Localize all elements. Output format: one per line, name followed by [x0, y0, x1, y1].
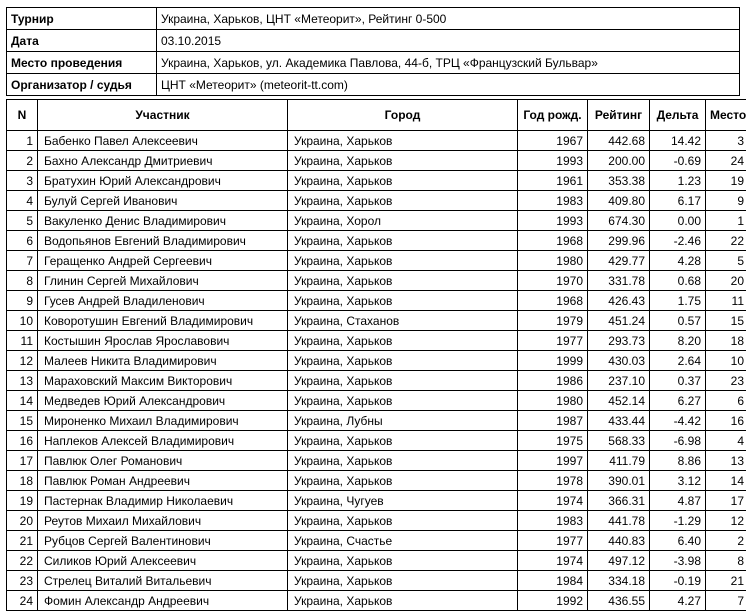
cell-city: Украина, Харьков [288, 291, 518, 311]
cell-delta: -3.98 [650, 551, 706, 571]
cell-city: Украина, Харьков [288, 391, 518, 411]
cell-birth-year: 1984 [518, 571, 588, 591]
cell-rating: 331.78 [588, 271, 650, 291]
cell-n: 21 [7, 531, 38, 551]
cell-participant: Реутов Михаил Михайлович [38, 511, 288, 531]
cell-place: 20 [706, 271, 746, 291]
cell-place: 6 [706, 391, 746, 411]
cell-delta: 3.12 [650, 471, 706, 491]
table-row [7, 151, 746, 171]
cell-birth-year: 1974 [518, 551, 588, 571]
cell-rating: 366.31 [588, 491, 650, 511]
cell-place: 11 [706, 291, 746, 311]
cell-city: Украина, Харьков [288, 471, 518, 491]
cell-place: 24 [706, 151, 746, 171]
table-row [7, 571, 746, 591]
cell-participant: Мироненко Михаил Владимирович [38, 411, 288, 431]
cell-delta: 1.75 [650, 291, 706, 311]
cell-participant: Малеев Никита Владимирович [38, 351, 288, 371]
cell-n: 18 [7, 471, 38, 491]
table-row [7, 231, 746, 251]
cell-birth-year: 1977 [518, 531, 588, 551]
cell-birth-year: 1980 [518, 251, 588, 271]
cell-participant: Медведев Юрий Александрович [38, 391, 288, 411]
cell-participant: Костышин Ярослав Ярославович [38, 331, 288, 351]
cell-delta: -0.69 [650, 151, 706, 171]
info-label: Дата [7, 30, 157, 52]
cell-delta: 0.00 [650, 211, 706, 231]
cell-place: 15 [706, 311, 746, 331]
table-row [7, 531, 746, 551]
table-row [7, 391, 746, 411]
cell-birth-year: 1968 [518, 291, 588, 311]
cell-participant: Братухин Юрий Александрович [38, 171, 288, 191]
cell-rating: 497.12 [588, 551, 650, 571]
info-label: Организатор / судья [7, 74, 157, 96]
cell-delta: -6.98 [650, 431, 706, 451]
cell-participant: Булуй Сергей Иванович [38, 191, 288, 211]
header-rating: Рейтинг [588, 100, 650, 131]
table-row [7, 491, 746, 511]
cell-n: 4 [7, 191, 38, 211]
cell-place: 22 [706, 231, 746, 251]
cell-city: Украина, Харьков [288, 271, 518, 291]
cell-place: 14 [706, 471, 746, 491]
cell-birth-year: 1978 [518, 471, 588, 491]
cell-place: 18 [706, 331, 746, 351]
results-table [6, 99, 746, 611]
cell-n: 3 [7, 171, 38, 191]
table-row [7, 171, 746, 191]
cell-participant: Силиков Юрий Алексеевич [38, 551, 288, 571]
cell-n: 6 [7, 231, 38, 251]
cell-city: Украина, Харьков [288, 151, 518, 171]
cell-participant: Бахно Александр Дмитриевич [38, 151, 288, 171]
cell-rating: 390.01 [588, 471, 650, 491]
cell-delta: 0.37 [650, 371, 706, 391]
cell-n: 12 [7, 351, 38, 371]
cell-birth-year: 1992 [518, 591, 588, 611]
cell-delta: 6.17 [650, 191, 706, 211]
cell-participant: Мараховский Максим Викторович [38, 371, 288, 391]
info-row [7, 52, 740, 74]
cell-birth-year: 1993 [518, 211, 588, 231]
cell-n: 16 [7, 431, 38, 451]
cell-place: 16 [706, 411, 746, 431]
cell-place: 13 [706, 451, 746, 471]
cell-city: Украина, Харьков [288, 451, 518, 471]
cell-n: 14 [7, 391, 38, 411]
cell-rating: 299.96 [588, 231, 650, 251]
cell-participant: Павлюк Олег Романович [38, 451, 288, 471]
header-delta: Дельта [650, 100, 706, 131]
table-row [7, 451, 746, 471]
cell-n: 10 [7, 311, 38, 331]
cell-city: Украина, Харьков [288, 351, 518, 371]
cell-rating: 451.24 [588, 311, 650, 331]
cell-rating: 293.73 [588, 331, 650, 351]
cell-city: Украина, Харьков [288, 591, 518, 611]
cell-delta: -1.29 [650, 511, 706, 531]
cell-delta: 2.64 [650, 351, 706, 371]
cell-place: 3 [706, 131, 746, 151]
cell-place: 7 [706, 591, 746, 611]
info-value: Украина, Харьков, ул. Академика Павлова, 44-б, ТРЦ «Французский Бульвар» [157, 52, 740, 74]
cell-rating: 452.14 [588, 391, 650, 411]
cell-n: 23 [7, 571, 38, 591]
cell-rating: 442.68 [588, 131, 650, 151]
cell-city: Украина, Харьков [288, 551, 518, 571]
cell-place: 23 [706, 371, 746, 391]
cell-place: 12 [706, 511, 746, 531]
cell-place: 19 [706, 171, 746, 191]
results-header-row [7, 100, 746, 131]
header-place: Место [706, 100, 746, 131]
cell-n: 2 [7, 151, 38, 171]
header-n: N [7, 100, 38, 131]
cell-n: 7 [7, 251, 38, 271]
cell-n: 22 [7, 551, 38, 571]
cell-place: 9 [706, 191, 746, 211]
header-participant: Участник [38, 100, 288, 131]
table-row [7, 371, 746, 391]
cell-place: 5 [706, 251, 746, 271]
cell-delta: 1.23 [650, 171, 706, 191]
cell-participant: Глинин Сергей Михайлович [38, 271, 288, 291]
cell-place: 21 [706, 571, 746, 591]
cell-place: 8 [706, 551, 746, 571]
cell-n: 8 [7, 271, 38, 291]
info-value: Украина, Харьков, ЦНТ «Метеорит», Рейтинг 0-500 [157, 8, 740, 30]
table-row [7, 251, 746, 271]
cell-participant: Коворотушин Евгений Владимирович [38, 311, 288, 331]
table-row [7, 271, 746, 291]
cell-city: Украина, Харьков [288, 511, 518, 531]
cell-city: Украина, Харьков [288, 251, 518, 271]
cell-rating: 426.43 [588, 291, 650, 311]
cell-city: Украина, Харьков [288, 431, 518, 451]
cell-city: Украина, Хорол [288, 211, 518, 231]
cell-delta: 4.28 [650, 251, 706, 271]
info-row [7, 74, 740, 96]
cell-rating: 409.80 [588, 191, 650, 211]
cell-city: Украина, Харьков [288, 131, 518, 151]
cell-birth-year: 1999 [518, 351, 588, 371]
cell-delta: 14.42 [650, 131, 706, 151]
cell-rating: 353.38 [588, 171, 650, 191]
table-row [7, 191, 746, 211]
cell-n: 9 [7, 291, 38, 311]
results-body [7, 131, 746, 611]
cell-rating: 200.00 [588, 151, 650, 171]
info-row [7, 30, 740, 52]
cell-delta: -4.42 [650, 411, 706, 431]
cell-rating: 433.44 [588, 411, 650, 431]
cell-participant: Гусев Андрей Владиленович [38, 291, 288, 311]
cell-birth-year: 1968 [518, 231, 588, 251]
cell-birth-year: 1977 [518, 331, 588, 351]
info-label: Место проведения [7, 52, 157, 74]
cell-n: 24 [7, 591, 38, 611]
cell-n: 15 [7, 411, 38, 431]
cell-birth-year: 1970 [518, 271, 588, 291]
cell-place: 2 [706, 531, 746, 551]
cell-participant: Павлюк Роман Андреевич [38, 471, 288, 491]
cell-participant: Геращенко Андрей Сергеевич [38, 251, 288, 271]
cell-rating: 440.83 [588, 531, 650, 551]
cell-city: Украина, Харьков [288, 371, 518, 391]
cell-place: 4 [706, 431, 746, 451]
cell-participant: Фомин Александр Андреевич [38, 591, 288, 611]
cell-city: Украина, Стаханов [288, 311, 518, 331]
cell-birth-year: 1979 [518, 311, 588, 331]
info-row [7, 8, 740, 30]
cell-city: Украина, Лубны [288, 411, 518, 431]
cell-n: 19 [7, 491, 38, 511]
cell-birth-year: 1974 [518, 491, 588, 511]
cell-delta: -0.19 [650, 571, 706, 591]
cell-city: Украина, Чугуев [288, 491, 518, 511]
table-row [7, 411, 746, 431]
cell-birth-year: 1975 [518, 431, 588, 451]
cell-delta: 4.27 [650, 591, 706, 611]
cell-birth-year: 1986 [518, 371, 588, 391]
header-birth-year: Год рожд. [518, 100, 588, 131]
cell-birth-year: 1987 [518, 411, 588, 431]
cell-city: Украина, Харьков [288, 331, 518, 351]
cell-rating: 430.03 [588, 351, 650, 371]
header-city: Город [288, 100, 518, 131]
cell-n: 17 [7, 451, 38, 471]
cell-birth-year: 1983 [518, 191, 588, 211]
cell-place: 17 [706, 491, 746, 511]
table-row [7, 591, 746, 611]
cell-rating: 411.79 [588, 451, 650, 471]
cell-birth-year: 1993 [518, 151, 588, 171]
cell-city: Украина, Счастье [288, 531, 518, 551]
cell-n: 1 [7, 131, 38, 151]
cell-participant: Наплеков Алексей Владимирович [38, 431, 288, 451]
table-row [7, 551, 746, 571]
cell-n: 20 [7, 511, 38, 531]
cell-city: Украина, Харьков [288, 571, 518, 591]
cell-rating: 441.78 [588, 511, 650, 531]
cell-rating: 429.77 [588, 251, 650, 271]
table-row [7, 331, 746, 351]
cell-n: 13 [7, 371, 38, 391]
cell-rating: 568.33 [588, 431, 650, 451]
cell-delta: 6.40 [650, 531, 706, 551]
info-label: Турнир [7, 8, 157, 30]
cell-delta: 4.87 [650, 491, 706, 511]
cell-birth-year: 1967 [518, 131, 588, 151]
cell-n: 11 [7, 331, 38, 351]
cell-rating: 436.55 [588, 591, 650, 611]
table-row [7, 291, 746, 311]
cell-delta: 0.68 [650, 271, 706, 291]
cell-delta: 0.57 [650, 311, 706, 331]
cell-rating: 334.18 [588, 571, 650, 591]
table-row [7, 431, 746, 451]
tournament-info-body [7, 8, 740, 96]
table-row [7, 471, 746, 491]
cell-participant: Пастернак Владимир Николаевич [38, 491, 288, 511]
cell-n: 5 [7, 211, 38, 231]
cell-delta: -2.46 [650, 231, 706, 251]
table-row [7, 131, 746, 151]
table-row [7, 511, 746, 531]
cell-city: Украина, Харьков [288, 171, 518, 191]
cell-participant: Вакуленко Денис Владимирович [38, 211, 288, 231]
cell-delta: 8.20 [650, 331, 706, 351]
cell-city: Украина, Харьков [288, 231, 518, 251]
table-row [7, 351, 746, 371]
cell-birth-year: 1961 [518, 171, 588, 191]
cell-rating: 237.10 [588, 371, 650, 391]
cell-participant: Рубцов Сергей Валентинович [38, 531, 288, 551]
cell-birth-year: 1983 [518, 511, 588, 531]
cell-participant: Бабенко Павел Алексеевич [38, 131, 288, 151]
info-value: 03.10.2015 [157, 30, 740, 52]
cell-delta: 8.86 [650, 451, 706, 471]
cell-place: 1 [706, 211, 746, 231]
cell-delta: 6.27 [650, 391, 706, 411]
info-value: ЦНТ «Метеорит» (meteorit-tt.com) [157, 74, 740, 96]
cell-birth-year: 1980 [518, 391, 588, 411]
cell-participant: Водопьянов Евгений Владимирович [38, 231, 288, 251]
tournament-info-table [6, 7, 740, 96]
cell-birth-year: 1997 [518, 451, 588, 471]
table-row [7, 211, 746, 231]
cell-rating: 674.30 [588, 211, 650, 231]
cell-city: Украина, Харьков [288, 191, 518, 211]
table-row [7, 311, 746, 331]
cell-place: 10 [706, 351, 746, 371]
cell-participant: Стрелец Виталий Витальевич [38, 571, 288, 591]
